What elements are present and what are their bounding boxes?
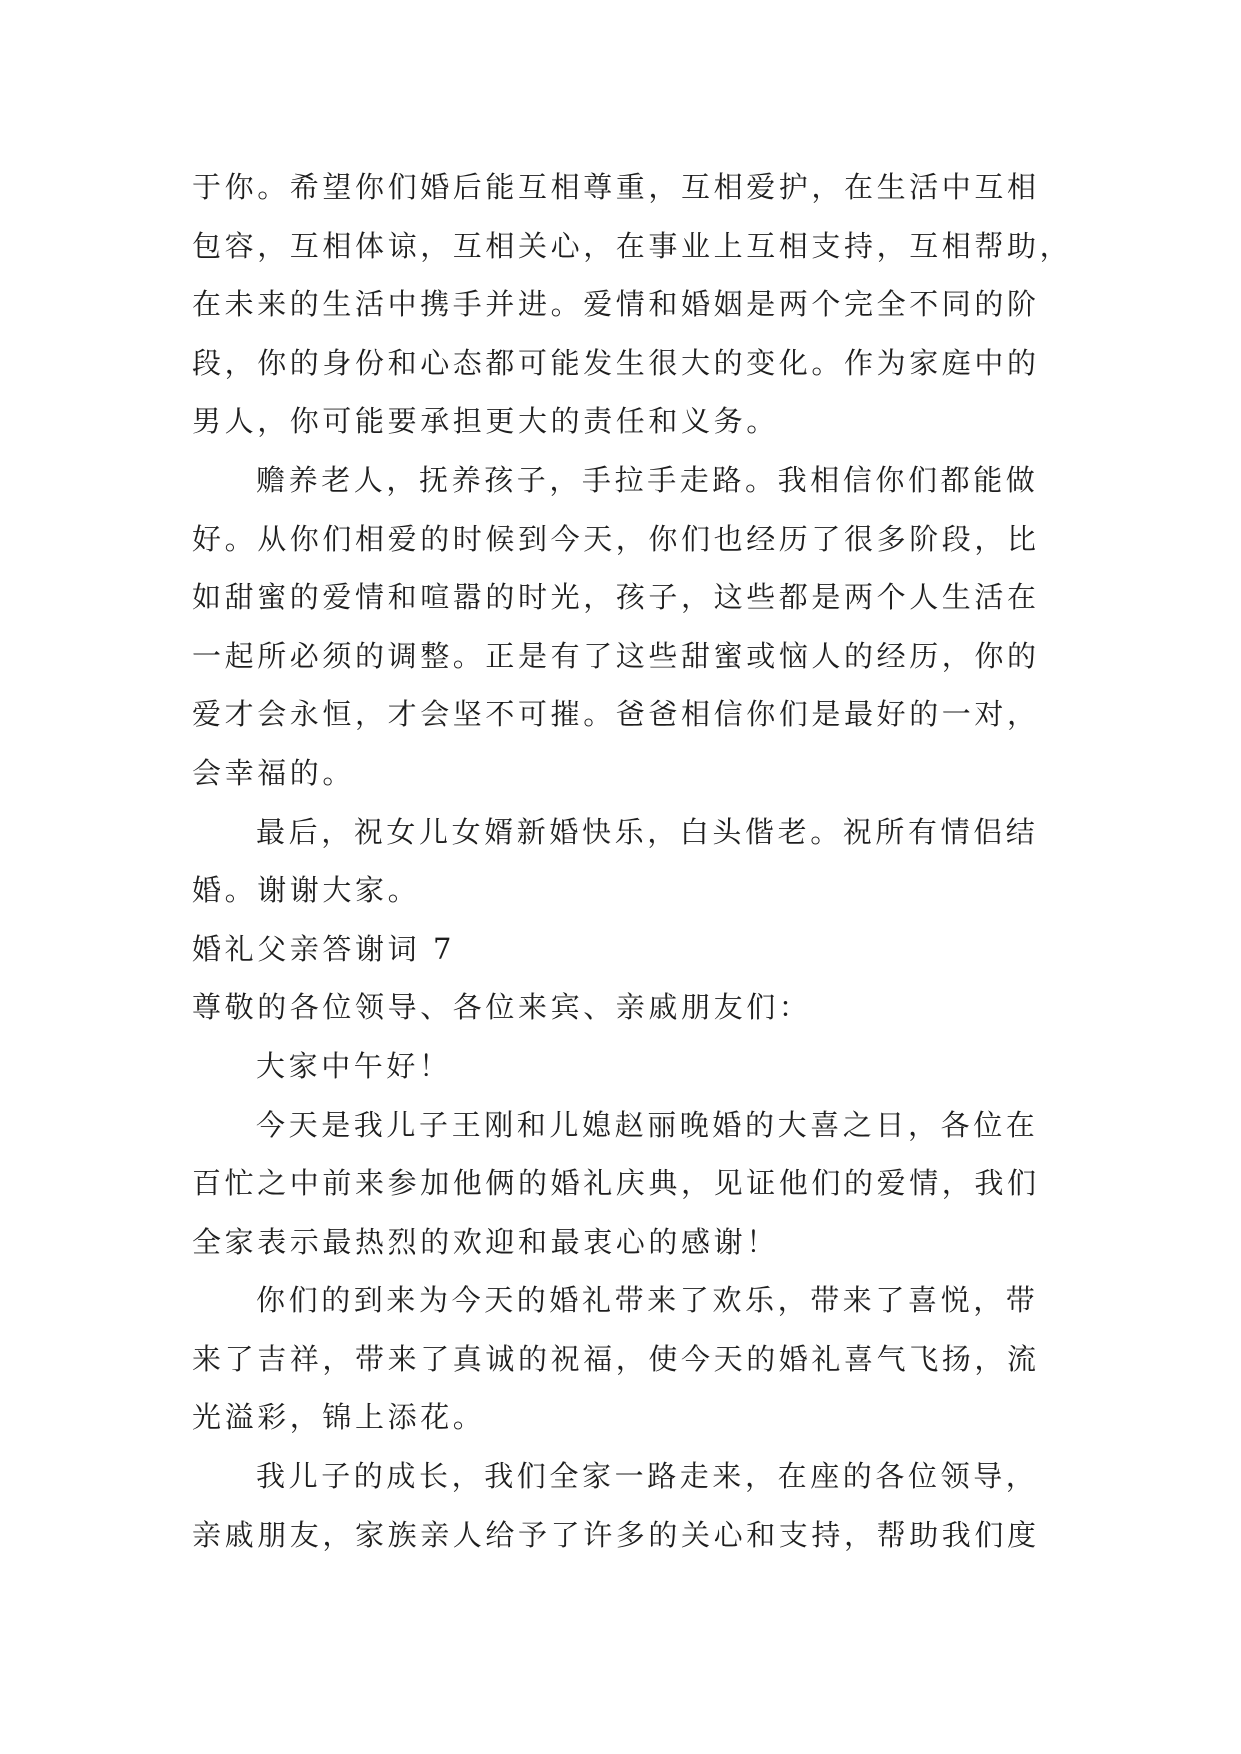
- text-line: 你们的到来为今天的婚礼带来了欢乐，带来了喜悦，带: [256, 1283, 1039, 1318]
- text-line: 赡养老人，抚养孩子，手拉手走路。我相信你们都能做: [256, 462, 1039, 497]
- text-line: 尊敬的各位领导、各位来宾、亲戚朋友们：: [192, 990, 812, 1025]
- text-line: 在未来的生活中携手并进。爱情和婚姻是两个完全不同的阶: [192, 287, 1040, 322]
- text-line: 百忙之中前来参加他俩的婚礼庆典，见证他们的爱情，我们: [192, 1166, 1040, 1201]
- text-line: 段，你的身份和心态都可能发生很大的变化。作为家庭中的: [192, 345, 1040, 380]
- text-line: 全家表示最热烈的欢迎和最衷心的感谢！: [192, 1224, 779, 1259]
- text-line: 会幸福的。: [192, 755, 356, 790]
- text-line: 最后，祝女儿女婿新婚快乐，白头偕老。祝所有情侣结: [256, 814, 1039, 849]
- text-line: 于你。希望你们婚后能互相尊重，互相爱护，在生活中互相: [192, 170, 1040, 204]
- text-line: 好。从你们相爱的时候到今天，你们也经历了很多阶段，比: [192, 521, 1040, 556]
- text-line: 爱才会永恒，才会坚不可摧。爸爸相信你们是最好的一对，: [192, 697, 1040, 732]
- document-body: [192, 158, 1073, 1564]
- text-line: 光溢彩，锦上添花。: [192, 1400, 486, 1435]
- text-line: 男人，你可能要承担更大的责任和义务。: [192, 404, 779, 439]
- text-line: 如甜蜜的爱情和喧嚣的时光，孩子，这些都是两个人生活在: [192, 580, 1040, 615]
- text-line: 我儿子的成长，我们全家一路走来，在座的各位领导，: [256, 1459, 1039, 1494]
- text-line: 大家中午好！: [256, 1048, 452, 1083]
- text-line: 婚礼父亲答谢词 7: [192, 931, 456, 966]
- text-line: 来了吉祥，带来了真诚的祝福，使今天的婚礼喜气飞扬，流: [192, 1341, 1040, 1376]
- text-line: 包容，互相体谅，互相关心，在事业上互相支持，互相帮助，: [192, 228, 1073, 263]
- text-line: 一起所必须的调整。正是有了这些甜蜜或恼人的经历，你的: [192, 638, 1040, 673]
- text-line: 今天是我儿子王刚和儿媳赵丽晚婚的大喜之日，各位在: [256, 1107, 1039, 1142]
- text-line: 婚。谢谢大家。: [192, 873, 421, 908]
- text-line: 亲戚朋友，家族亲人给予了许多的关心和支持，帮助我们度: [192, 1517, 1040, 1552]
